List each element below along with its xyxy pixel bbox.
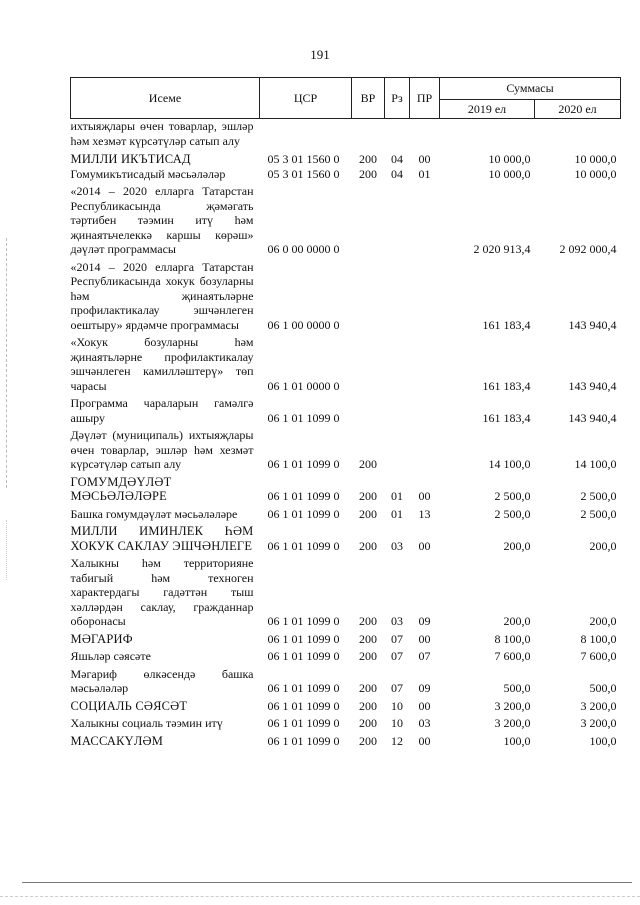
table-row [71,119,621,149]
row-rz: 07 [391,631,403,646]
budget-table [70,77,621,748]
header-year-2020: 2020 ел [535,100,621,119]
row-sum-2020: 8 100,0 [580,631,617,646]
row-vr: 200 [359,614,377,628]
row-name: Халыкны социаль тәэмин итү [70,716,223,730]
row-name: Гомумикътисадый мәсьәләләр [70,166,226,181]
row-rz [385,257,410,333]
row-name: «2014 – 2020 елларга Татарстан Республикасында җәмәгать тәртибен тәэмин итү һәм җинаятьчелеккә каршы көрәш» дәүләт программасы [70,184,254,256]
table-row [71,257,621,333]
row-name: ихтыяҗлары өчен товарлар, эшләр һәм хезмәт күрсәтүләр сатып алу [70,119,254,148]
table-row [71,731,621,749]
table-row [71,472,621,504]
row-name: «Хокук бозуларны һәм җинаятьләрне профилактикалау эшчәнлеген камилләштерү» төп чарасы [70,335,254,393]
row-sum-2019: 8 100,0 [494,631,531,646]
row-name: Мәгариф өлкәсендә башка мәсьәләләр [70,666,254,695]
row-vr [352,119,385,149]
row-vr: 200 [359,733,377,748]
row-csr: 06 1 01 1099 0 [267,614,340,628]
row-vr: 200 [359,698,377,713]
row-csr: 06 1 01 1099 0 [267,538,340,553]
row-pr [410,181,440,257]
scan-edge [0,896,640,897]
table-row [71,629,621,647]
row-sum-2019: 2 500,0 [494,506,531,521]
row-sum-2019: 200,0 [503,538,531,553]
row-vr: 200 [359,649,377,663]
row-csr [260,119,352,149]
row-sum-2020: 14 100,0 [574,457,617,471]
row-sum-2020: 7 600,0 [580,649,617,663]
row-sum-2020: 2 500,0 [580,506,617,521]
row-name: МИЛЛИ ИМИНЛЕК ҺӘМ ХОКУК САКЛАУ ЭШЧӘНЛЕГЕ [70,524,254,553]
row-rz: 07 [391,681,403,695]
page-number: 191 [310,47,330,62]
row-sum-2020: 200,0 [589,538,617,553]
header-pr: ПР [410,78,440,119]
row-csr: 06 1 00 0000 0 [267,317,340,332]
header-year-2019: 2019 ел [440,100,535,119]
row-sum-2019: 10 000,0 [488,152,531,166]
table-row [71,696,621,714]
row-vr: 200 [359,166,377,181]
row-rz: 04 [391,152,403,166]
row-rz: 12 [391,733,403,748]
header-sums: Суммасы [440,78,621,100]
row-csr: 06 1 01 1099 0 [267,631,340,646]
row-pr: 00 [418,489,431,503]
header-rz: Рз [385,78,410,119]
row-csr: 06 1 01 1099 0 [267,457,340,471]
table-row [71,521,621,553]
page-bottom-rule [22,882,632,883]
row-sum-2019: 200,0 [503,614,531,628]
table-header [71,78,621,119]
row-sum-2019: 100,0 [503,733,531,748]
row-sum-2019: 3 200,0 [494,698,531,713]
table-row [71,664,621,696]
row-csr: 06 1 01 1099 0 [267,681,340,695]
row-pr [410,393,440,425]
row-pr: 09 [418,614,431,628]
row-pr: 13 [418,506,431,521]
row-pr: 07 [418,649,431,663]
table-row [71,181,621,257]
row-rz [385,181,410,257]
row-sum-2020: 10 000,0 [574,152,617,166]
row-pr: 00 [418,733,431,748]
row-csr: 06 1 01 1099 0 [267,733,340,748]
row-rz: 01 [391,489,403,503]
row-sum-2020: 143 940,4 [568,410,617,425]
row-csr: 06 1 01 0000 0 [267,378,340,393]
scan-artifact [6,238,9,488]
row-sum-2020: 143 940,4 [568,378,617,393]
row-name: ГОМУМДӘҮЛӘТ МӘСЬӘЛӘЛӘРЕ [70,474,172,503]
row-csr: 06 1 01 1099 0 [267,506,340,521]
row-name: Яшьләр сәясәте [70,649,151,663]
row-rz: 04 [391,166,403,181]
row-rz [385,119,410,149]
row-vr: 200 [359,716,377,730]
row-pr: 00 [418,631,431,646]
row-pr: 09 [418,681,431,695]
row-name: МӘГАРИФ [70,631,133,646]
row-sum-2019: 14 100,0 [488,457,531,471]
row-rz: 10 [391,716,403,730]
row-vr [352,257,385,333]
table-row [71,148,621,167]
row-rz [385,425,410,472]
row-vr: 200 [359,457,377,471]
row-name: СОЦИАЛЬ СӘЯСӘТ [70,698,188,713]
row-pr [410,257,440,333]
header-name: Исеме [71,78,260,119]
row-sum-2020: 2 092 000,4 [559,242,617,256]
header-csr: ЦСР [260,78,352,119]
row-csr: 06 0 00 0000 0 [267,242,340,256]
row-pr: 00 [418,698,431,713]
row-vr [352,393,385,425]
row-csr: 05 3 01 1560 0 [267,152,340,166]
row-sum-2019: 161 183,4 [482,378,531,393]
row-sum-2019: 500,0 [503,681,531,695]
row-rz: 03 [391,538,403,553]
table-row [71,713,621,731]
row-vr: 200 [359,681,377,695]
row-rz: 01 [391,506,403,521]
row-csr: 05 3 01 1560 0 [267,166,340,181]
row-csr: 06 1 01 1099 0 [267,489,340,503]
row-vr: 200 [359,506,377,521]
row-name: Башка гомумдәүләт мәсьәләләре [70,506,238,521]
row-name: МИЛЛИ ИКЪТИСАД [70,152,191,166]
table-row [71,504,621,522]
row-name: Программа чараларын гамәлгә ашыру [70,396,254,425]
row-pr [410,119,440,149]
row-sum-2020: 10 000,0 [574,166,617,181]
row-pr [410,425,440,472]
row-sum-2019: 10 000,0 [488,166,531,181]
row-sum-2020: 3 200,0 [580,716,617,730]
row-vr: 200 [359,538,377,553]
table-row [71,332,621,393]
row-pr: 01 [418,166,431,181]
row-sum-2020: 143 940,4 [568,317,617,332]
row-vr [352,181,385,257]
row-vr [352,332,385,393]
row-vr: 200 [359,152,377,166]
row-pr [410,332,440,393]
row-sum-2019: 2 020 913,4 [473,242,531,256]
table-row [71,167,621,182]
row-vr: 200 [359,489,377,503]
row-csr: 06 1 01 1099 0 [267,410,340,425]
row-name: «2014 – 2020 елларга Татарстан Республикасында хокук бозуларны һәм җинаятьләрне профилактикалау эшчәнлеген оештыру» ярдәмче программасы [70,259,254,332]
row-sum-2020: 3 200,0 [580,698,617,713]
row-pr: 00 [418,152,431,166]
row-name: МАССАКҮЛӘМ [70,733,164,748]
row-sum-2019 [440,119,535,149]
header-vr: ВР [352,78,385,119]
row-sum-2020: 200,0 [589,614,617,628]
row-vr: 200 [359,631,377,646]
row-sum-2019: 7 600,0 [494,649,531,663]
row-sum-2019: 3 200,0 [494,716,531,730]
row-csr: 06 1 01 1099 0 [267,649,340,663]
row-name: Дәүләт (муниципаль) ихтыяҗлары өчен товарлар, эшләр һәм хезмәт күрсәтүләр сатып алу [70,428,254,471]
row-name: Халыкны һәм территорияне табигый һәм техноген характердагы гадәттән тыш хәлләрдән саклау, гражданнар оборонасы [70,556,254,628]
scan-artifact [6,520,9,580]
row-sum-2019: 161 183,4 [482,410,531,425]
row-sum-2019: 2 500,0 [494,489,531,503]
row-sum-2020: 100,0 [589,733,617,748]
row-rz: 07 [391,649,403,663]
row-pr: 03 [418,716,431,730]
row-pr: 00 [418,538,431,553]
table-body [71,119,621,749]
row-rz: 03 [391,614,403,628]
row-rz [385,332,410,393]
table-row [71,553,621,629]
row-sum-2019: 161 183,4 [482,317,531,332]
table-row [71,393,621,425]
row-sum-2020: 2 500,0 [580,489,617,503]
table-row [71,646,621,664]
table-row [71,425,621,472]
row-sum-2020: 500,0 [589,681,617,695]
row-csr: 06 1 01 1099 0 [267,716,340,730]
row-rz [385,393,410,425]
row-csr: 06 1 01 1099 0 [267,698,340,713]
row-rz: 10 [391,698,403,713]
row-sum-2020 [535,119,621,149]
